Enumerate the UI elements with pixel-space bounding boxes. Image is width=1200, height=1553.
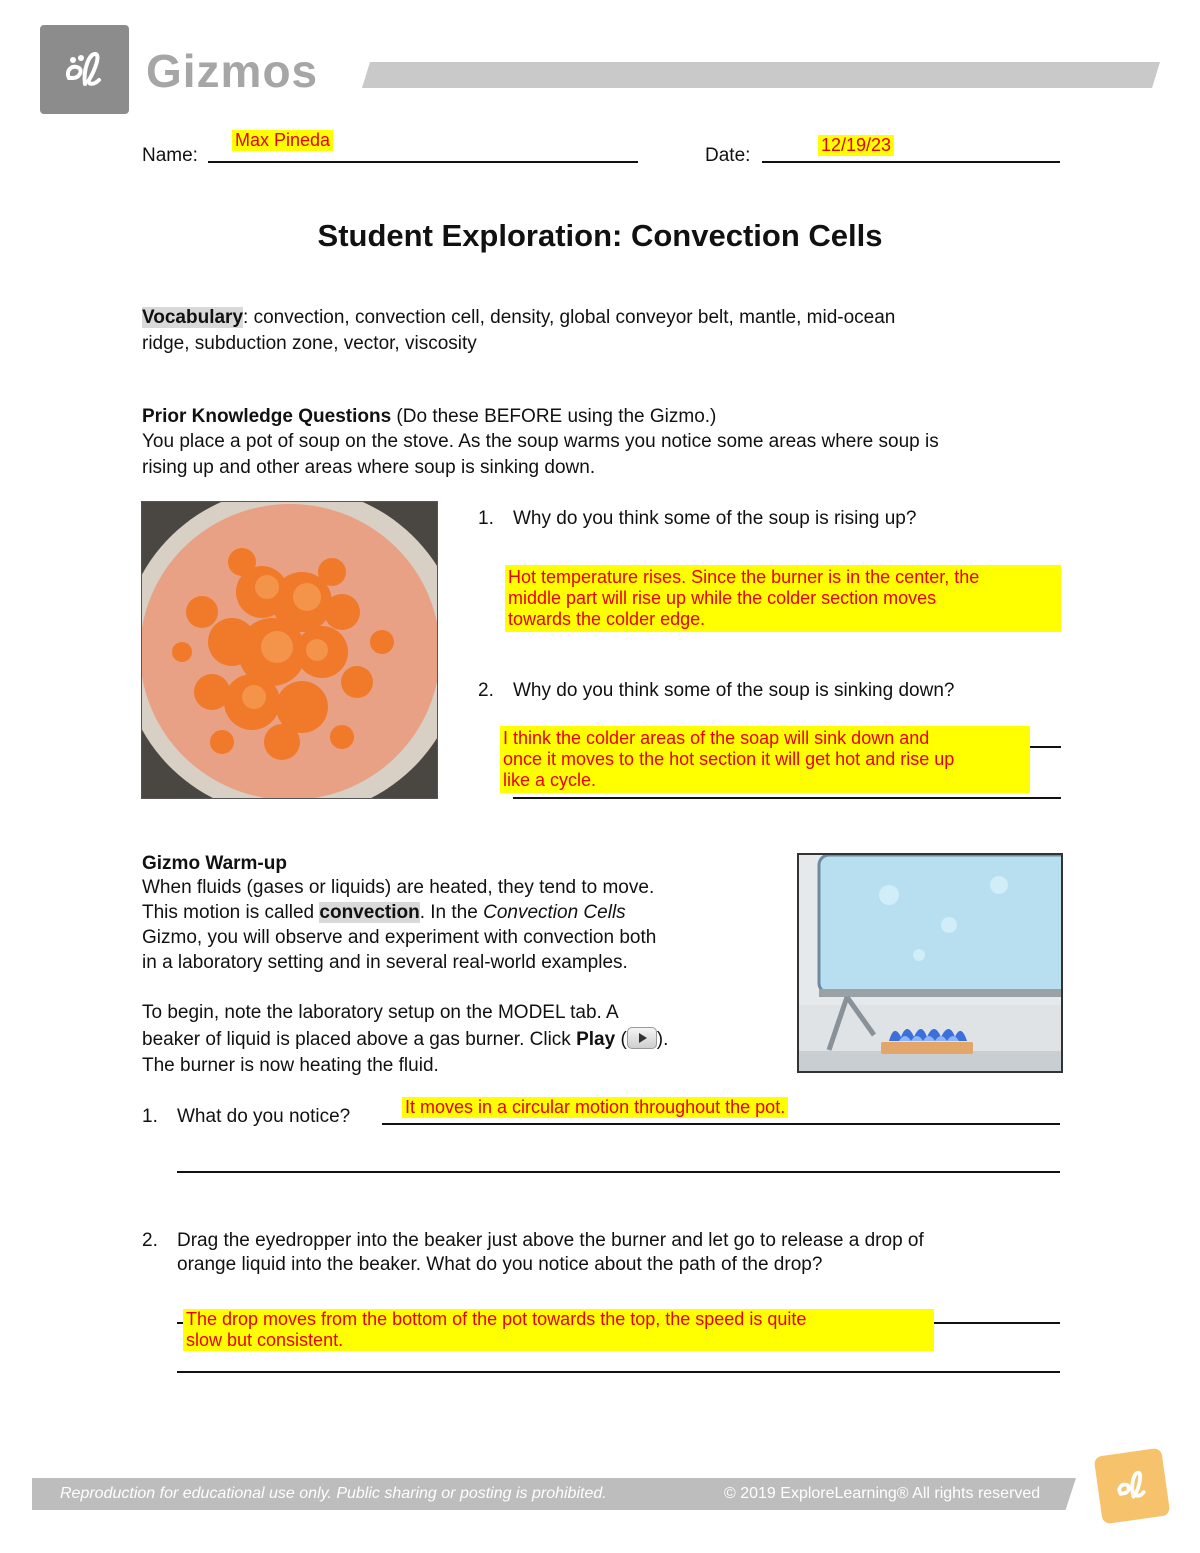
prior-heading-text: Prior Knowledge Questions (142, 406, 392, 427)
play-button-icon (627, 1027, 657, 1049)
soup-pot-image (141, 501, 438, 799)
prior-q2-answer-line: once it moves to the hot section it will get hot and rise up (503, 749, 955, 769)
prior-q2-line-2 (513, 797, 1061, 799)
gizmo-name: Convection Cells (483, 902, 626, 923)
name-value[interactable]: Max Pineda (232, 130, 333, 151)
warmup-q2-answer[interactable] (183, 1309, 934, 1351)
warmup-p1-line2-pre: This motion is called (142, 902, 320, 923)
prior-q1-number: 1. (478, 508, 494, 529)
warmup-heading: Gizmo Warm-up (142, 853, 287, 874)
vocabulary-line2: ridge, subduction zone, vector, viscosity (142, 333, 477, 354)
warmup-q2-text-1: Drag the eyedropper into the beaker just above the burner and let go to release a drop of (177, 1230, 924, 1251)
prior-q2-answer-line: I think the colder areas of the soap will sink down and (503, 728, 930, 748)
prior-q1-answer-line: Hot temperature rises. Since the burner is in the center, the (508, 567, 980, 587)
prior-heading (142, 404, 716, 429)
explorelearning-logo (40, 25, 129, 114)
warmup-q1-text: What do you notice? (177, 1106, 351, 1127)
prior-q1-answer[interactable] (505, 565, 1061, 632)
warmup-q2-text-2: orange liquid into the beaker. What do you notice about the path of the drop? (177, 1254, 823, 1275)
prior-intro-1: You place a pot of soup on the stove. As the soup warms you notice some areas where soup is (142, 431, 939, 452)
prior-intro-2: rising up and other areas where soup is sinking down. (142, 457, 596, 478)
warmup-p2-line2-pre: beaker of liquid is placed above a gas burner. Click (142, 1029, 577, 1050)
warmup-p2-line3: The burner is now heating the fluid. (142, 1055, 439, 1076)
warmup-q2-line-2 (177, 1371, 1060, 1373)
footer-copyright: © 2019 ExploreLearning® All rights reserved (724, 1485, 1041, 1502)
warmup-p2-line2 (142, 1027, 668, 1052)
gizmos-brand: Gizmos (146, 45, 319, 97)
warmup-p1-line2 (142, 900, 626, 925)
beaker-illustration (799, 855, 1061, 1071)
beaker-burner-image (797, 853, 1063, 1073)
prior-q1-answer-line: towards the colder edge. (508, 609, 706, 629)
prior-q2-answer-line: like a cycle. (503, 770, 597, 790)
vocabulary (142, 305, 895, 330)
warmup-q1-number: 1. (142, 1106, 158, 1127)
soup-illustration (142, 502, 437, 798)
warmup-q1-line-1 (382, 1123, 1060, 1125)
prior-heading-note: (Do these BEFORE using the Gizmo.) (391, 406, 717, 427)
footer-disclaimer: Reproduction for educational use only. Public sharing or posting is prohibited. (60, 1485, 607, 1502)
prior-q2-answer[interactable] (500, 726, 1030, 793)
prior-q2-number: 2. (478, 680, 494, 701)
name-label: Name: (142, 145, 198, 166)
play-triangle-icon (628, 1028, 656, 1048)
vocabulary-line1: : convection, convection cell, density, global conveyor belt, mantle, mid-ocean (243, 307, 896, 328)
paren-open: ( (615, 1029, 627, 1050)
header-bar (362, 62, 1160, 88)
convection-term: convection (319, 902, 420, 923)
date-value[interactable]: 12/19/23 (818, 135, 894, 156)
warmup-p1-line3: Gizmo, you will observe and experiment with convection both (142, 927, 657, 948)
warmup-p1-line2-mid: . In the (419, 902, 484, 923)
warmup-q1-answer[interactable]: It moves in a circular motion throughout the pot. (402, 1097, 788, 1118)
warmup-q2-answer-line: The drop moves from the bottom of the pot towards the top, the speed is quite (186, 1309, 807, 1329)
warmup-p1-line4: in a laboratory setting and in several real-world examples. (142, 952, 628, 973)
date-line (762, 161, 1060, 163)
prior-q2-text: Why do you think some of the soup is sinking down? (513, 680, 955, 701)
el-logo-icon (55, 40, 115, 100)
prior-q1-text: Why do you think some of the soup is rising up? (513, 508, 917, 529)
date-label: Date: (705, 145, 751, 166)
vocabulary-label: Vocabulary (142, 307, 244, 328)
warmup-q1-line-2 (177, 1171, 1060, 1173)
name-line (208, 161, 638, 163)
paren-close: ). (656, 1029, 669, 1050)
warmup-p1-line1: When fluids (gases or liquids) are heated, they tend to move. (142, 877, 655, 898)
warmup-p2-line1: To begin, note the laboratory setup on the MODEL tab. A (142, 1002, 619, 1023)
play-label: Play (576, 1029, 616, 1050)
page-title: Student Exploration: Convection Cells (317, 218, 883, 253)
footer-logo (1094, 1448, 1171, 1525)
prior-q1-answer-line: middle part will rise up while the colder section moves (508, 588, 937, 608)
warmup-q2-number: 2. (142, 1230, 158, 1251)
el-footer-icon (1106, 1460, 1158, 1512)
warmup-q2-answer-line: slow but consistent. (186, 1330, 344, 1350)
